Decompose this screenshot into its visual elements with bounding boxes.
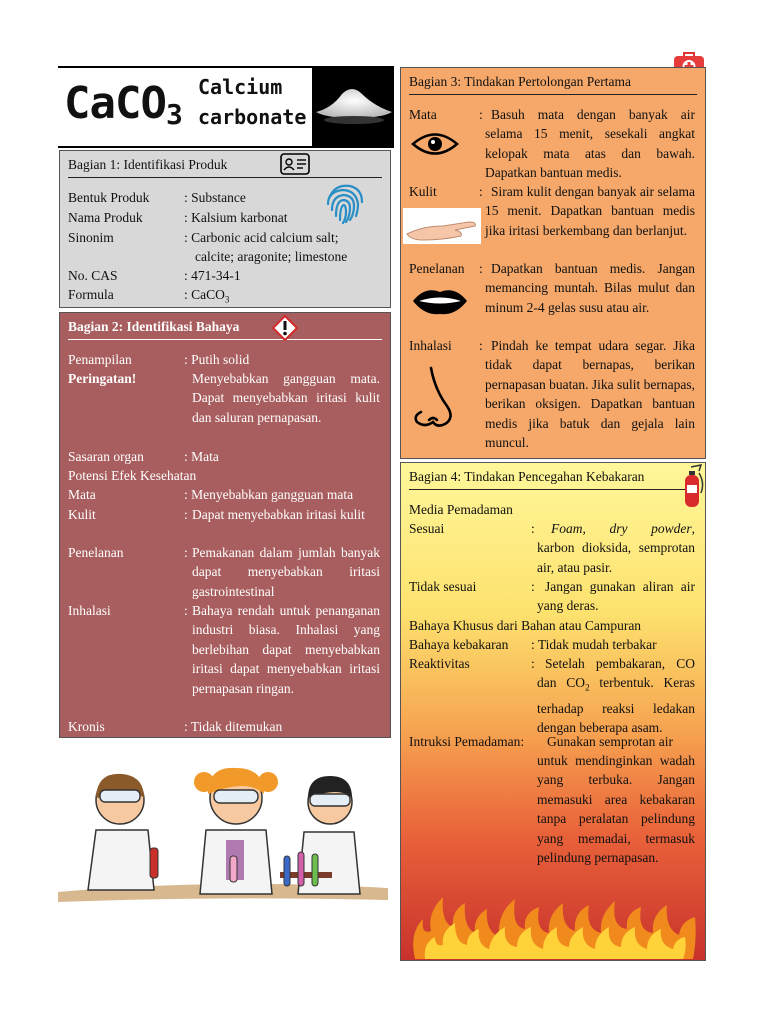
row-peringatan: Peringatan! Menyebabkan gangguan mata. Dapat menyebabkan iritasi kulit dan saluran pernapasan. <box>68 371 380 425</box>
section-product-identification <box>59 150 391 308</box>
row-formula: Formula : CaCO$_3$ <box>68 287 230 305</box>
section3-title: Bagian 3: Tindakan Pertolongan Pertama <box>409 74 631 89</box>
row-sesuai: Sesuai : Foam, dry powder, karbon dioksida, semprotan air, atau pasir. <box>409 521 695 575</box>
row-first-aid-penelanan: Penelanan : Dapatkan bantuan medis. Jangan memancing muntah. Bilas mulut dan minum 2-4 gelas susu atau air. <box>409 261 695 315</box>
row-penampilan: Penampilan : Putih solid <box>68 352 250 367</box>
fingerprint-icon <box>322 180 368 231</box>
hand-icon <box>403 208 481 249</box>
row-reaktivitas: Reaktivitas : Setelah pembakaran, CO dan $CO_2$ terbentuk. Keras terhadap reaksi ledakan dengan beberapa asam. <box>409 656 696 735</box>
row-potensi: Potensi Efek Kesehatan <box>68 468 197 483</box>
row-cas: No. CAS : 471-34-1 <box>68 268 241 283</box>
section2-header <box>68 317 382 340</box>
row-bentuk-produk: Bentuk Produk : Substance <box>68 190 246 205</box>
row-kronis: Kronis : Tidak ditemukan <box>68 719 283 734</box>
row-media-pemadaman: Media Pemadaman <box>409 502 513 517</box>
section4-header <box>409 467 697 490</box>
scientists-illustration <box>58 760 388 910</box>
row-tidak-sesuai: Tidak sesuai : Jangan gunakan aliran air yang deras. <box>409 579 695 614</box>
section3-header <box>409 72 697 95</box>
eye-icon <box>411 131 459 162</box>
nose-icon <box>411 366 457 437</box>
row-sinonim: Sinonim : Carbonic acid calcium salt; <box>68 230 339 245</box>
row-sinonim-cont: calcite; aragonite; limestone <box>195 249 348 264</box>
row-first-aid-inhalasi: Inhalasi : Pindah ke tempat udara segar. Jika tidak dapat bernapas, berikan pernapasan buatan. Jika sulit bernapas, berikan oksigen. Dapatkan bantuan medis jika batuk dan gejala lain muncul. <box>409 338 695 451</box>
chemical-name: Calcium carbonate <box>198 75 307 129</box>
section1-title: Bagian 1: Identifikasi Produk <box>68 157 228 172</box>
row-bahaya-khusus: Bahaya Khusus dari Bahan atau Campuran <box>409 618 642 633</box>
mouth-icon <box>411 286 469 321</box>
row-instruksi: Intruksi Pemadaman: Gunakan semprotan air <box>409 734 673 749</box>
row-kulit: Kulit : Dapat menyebabkan iritasi kulit <box>68 507 365 522</box>
section-fire-prevention <box>400 462 706 961</box>
row-bahaya-kebakaran: Bahaya kebakaran : Tidak mudah terbakar <box>409 637 657 652</box>
chemical-formula: CaCO$_3$ <box>64 78 182 131</box>
row-instruksi-cont: untuk mendinginkan wadah yang terbuka. Jangan memasuki area kebakaran tanpa peralatan pelindung yang memadai, termasuk pelindung pernapasan. <box>537 753 695 866</box>
warning-icon <box>272 315 298 346</box>
powder-photo <box>312 68 394 146</box>
row-penelanan: Penelanan : Pemakanan dalam jumlah banyak dapat menyebabkan iritasi gastrointestinal <box>68 545 380 599</box>
row-sasaran: Sasaran organ : Mata <box>68 449 219 464</box>
row-first-aid-kulit: Kulit : Siram kulit dengan banyak air selama 15 menit. Dapatkan bantuan medis jika iritasi berkembang dan berlanjut. <box>409 184 695 238</box>
section4-title: Bagian 4: Tindakan Pencegahan Kebakaran <box>409 469 645 484</box>
section-hazard-identification <box>59 312 391 738</box>
flames-illustration <box>405 883 703 964</box>
row-mata: Mata : Menyebabkan gangguan mata <box>68 487 354 502</box>
section1-header <box>68 155 382 178</box>
row-inhalasi: Inhalasi : Bahaya rendah untuk penanganan industri biasa. Inhalasi yang berlebihan dapat menyebabkan iritasi dapat menyebabkan iritasi pernapasan ringan. <box>68 603 380 696</box>
title-header <box>58 66 394 148</box>
section-first-aid <box>400 67 706 459</box>
row-first-aid-mata: Mata : Basuh mata dengan banyak air selama 15 menit, sesekali angkat kelopak mata atas dan bawah. Dapatkan bantuan medis. <box>409 107 695 181</box>
section2-title: Bagian 2: Identifikasi Bahaya <box>68 319 240 334</box>
id-card-icon <box>280 153 310 180</box>
row-nama-produk: Nama Produk : Kalsium karbonat <box>68 210 288 225</box>
